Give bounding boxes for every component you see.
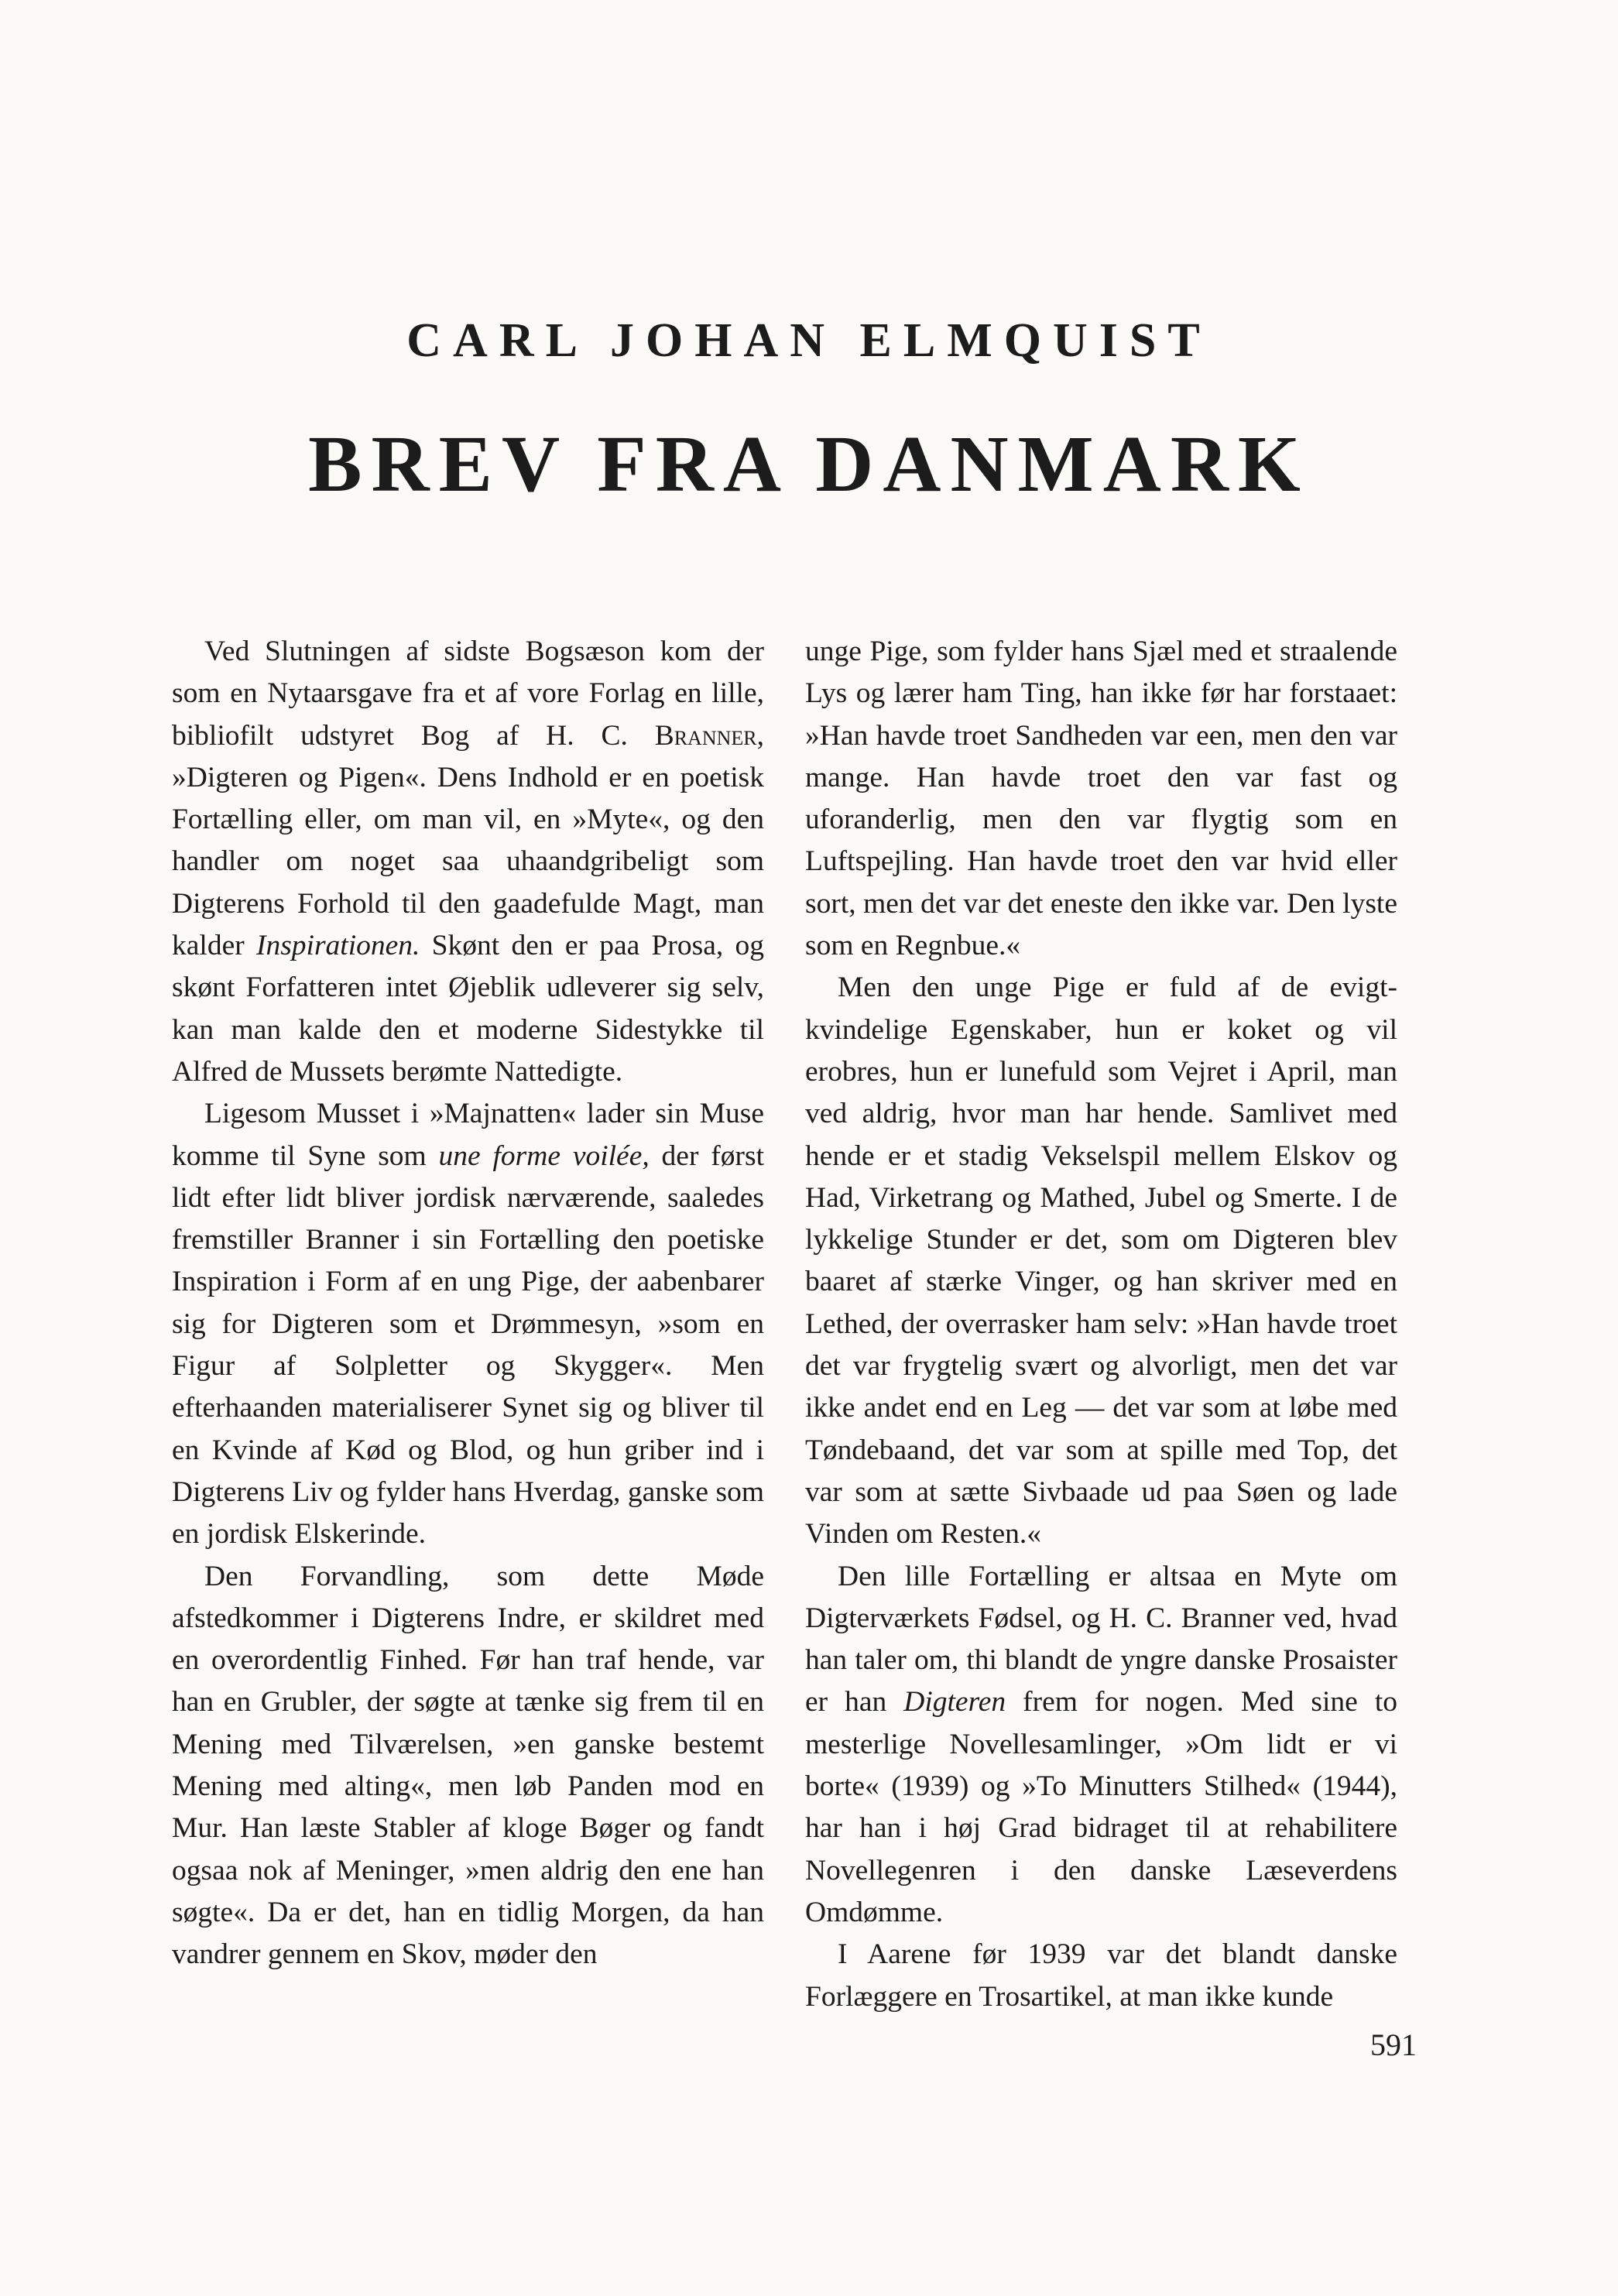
article-title: BREV FRA DANMARK [308, 420, 1310, 509]
italic-term: Inspirationen. [255, 930, 420, 962]
paragraph: Men den unge Pige er fuld af de evigt-kvindelige Egenskaber, hun er koket og vil erobres, hun er lunefuld som Vejret i April, man ved aldrig, hvor man har hende. Samlivet med hende er et stadig Vekselspil mellem Elskov og Had, Virketrang og Mathed, Jubel og Smerte. I de lykkelige Stunder er det, som om Digteren blev baaret af stærke Vinger, og han skriver med en Lethed, der overrasker ham selv: »Han havde troet det var frygtelig svært og alvorligt, men det var ikke andet end en Leg — det var som at løbe med Tøndebaand, det var som at spille med Top, det var som at sætte Sivbaade ud paa Søen og lade Vinden om Resten.« [805, 972, 1397, 1551]
italic-term: une forme voilée, [438, 1139, 650, 1172]
right-column [805, 631, 1397, 2018]
paragraph: Den lille Fortælling er altsaa en Myte om Digterværkets Fødsel, og H. C. Branner ved, hvad han taler om, thi blandt de yngre danske Prosaister er han Digteren frem for nogen. Med sine to mesterlige Novellesamlinger, »Om lidt er vi borte« (1939) og »To Minutters Stilhed« (1944), har han i høj Grad bidraget til at rehabilitere Novellegenren i den danske Læseverdens Omdømme. [805, 1560, 1397, 1928]
paragraph: Ligesom Musset i »Majnatten« lader sin Muse komme til Syne som une forme voilée, der først lidt efter lidt bliver jordisk nærværende, saaledes fremstiller Branner i sin Fortælling den poetiske Inspiration i Form af en ung Pige, der aabenbarer sig for Digteren som et Drømmesyn, »som en Figur af Solpletter og Skygger«. Men efterhaanden materialiserer Synet sig og bliver til en Kvinde af Kød og Blod, og hun griber ind i Digterens Liv og fylder hans Hverdag, ganske som en jordisk Elskerinde. [172, 1098, 765, 1551]
paragraph: Den Forvandling, som dette Møde afstedkommer i Digterens Indre, er skildret med en overordentlig Finhed. Før han traf hende, var han en Grubler, der søgte at tænke sig frem til en Mening med Tilværelsen, »en ganske bestemt Mening med alting«, men løb Panden mod en Mur. Han læste Stabler af kloge Bøger og fandt ogsaa nok af Meninger, »men aldrig den ene han søgte«. Da er det, han en tidlig Morgen, da han vandrer gennem en Skov, møder den [172, 1560, 764, 1971]
author-reference: Branner [654, 719, 757, 752]
italic-term: Digteren [903, 1686, 1006, 1719]
left-column [172, 631, 764, 1976]
paragraph: Ved Slutningen af sidste Bogsæson kom der som en Nytaarsgave fra et af vore Forlag en lille, bibliofilt udstyret Bog af H. C. Branner, »Digteren og Pigen«. Dens Indhold er en poetisk Fortælling eller, om man vil, en »Myte«, og den handler om noget saa uhaandgribeligt som Digterens Forhold til den gaadefulde Magt, man kalder Inspirationen. Skønt den er paa Prosa, og skønt Forfatteren intet Øjeblik udleverer sig selv, kan man kalde den et moderne Sidestykke til Alfred de Mussets berømte Nattedigte. [172, 636, 764, 1088]
paragraph: I Aarene før 1939 var det blandt danske Forlæggere en Trosartikel, at man ikke kunde [805, 1938, 1397, 2013]
page-number: 591 [1370, 2027, 1417, 2062]
author-name: CARL JOHAN ELMQUIST [406, 314, 1212, 367]
paragraph: unge Pige, som fylder hans Sjæl med et straalende Lys og lærer ham Ting, han ikke før har forstaaet: »Han havde troet Sandheden var een, men den var mange. Han havde troet den var fast og uforanderlig, men den var flygtig som en Luftspejling. Han havde troet den var hvid eller sort, men det var det eneste den ikke var. Den lyste som en Regnbue.« [805, 636, 1397, 962]
